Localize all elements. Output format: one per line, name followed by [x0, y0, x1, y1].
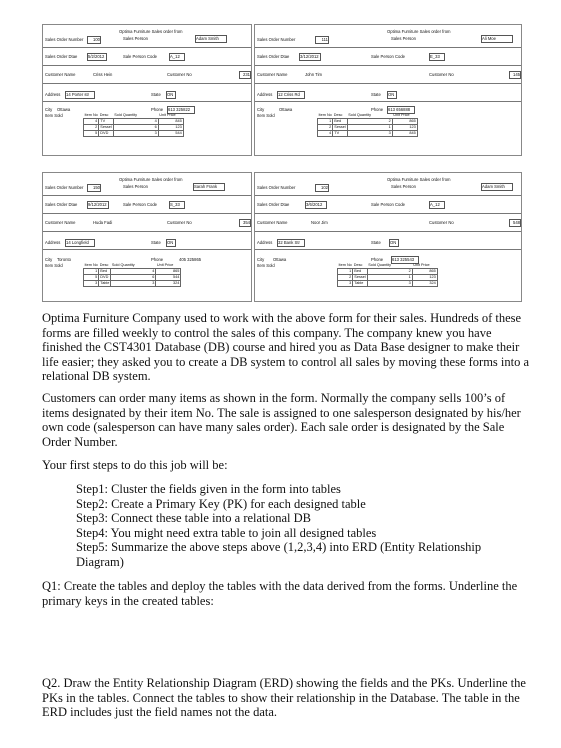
table-row: 1 Bed 2 865: [338, 269, 438, 275]
sales-order-date-value: 3/12/2012: [299, 53, 321, 61]
item-sold-label: Item Sold: [45, 263, 63, 268]
customer-no-label: Customer No: [167, 72, 192, 77]
table-row: 4 TV 4 845: [84, 119, 184, 125]
city-label: City: [45, 257, 53, 262]
phone-value: 613 325822: [167, 106, 195, 114]
state-label: State: [371, 92, 381, 97]
sales-order-date-label: Sales Order Dtae: [257, 202, 290, 207]
sales-order-number-value: 111: [315, 36, 329, 44]
customer-name-value: John Tim: [305, 72, 322, 77]
col-desc: Desc: [99, 113, 109, 117]
col-desc: Desc: [353, 263, 363, 267]
sales-person-label: Sales Person: [123, 184, 148, 189]
customer-no-value: 354: [239, 219, 251, 227]
sales-order-number-value: 102: [315, 184, 329, 192]
state-value: ON: [389, 239, 399, 247]
sales-order-number-value: 100: [87, 36, 101, 44]
sales-order-number-label: Sales Order Number: [45, 185, 84, 190]
sale-person-code-label: Sale Person Code: [123, 202, 157, 207]
sale-person-code-value: E_33: [429, 53, 445, 61]
items-sold-table: [337, 263, 438, 287]
customer-no-label: Customer No: [429, 72, 454, 77]
customer-no-value: 231: [239, 71, 251, 79]
col-unit-price: Unit Price: [159, 113, 176, 117]
sales-person-label: Sales Person: [391, 36, 416, 41]
sale-person-code-value: A_12: [429, 201, 445, 209]
col-unit-price: Unit Price: [156, 263, 174, 267]
address-label: Address: [257, 92, 273, 97]
list-item: Step5: Summarize the above steps above (1,2,3,4) into ERD (Entity Relationship Diagram): [76, 540, 482, 569]
sales-order-date-value: 9/12/2012: [87, 201, 109, 209]
sale-person-code-label: Sale Person Code: [123, 54, 157, 59]
customer-no-label: Customer No: [429, 220, 454, 225]
items-sold-table: [317, 113, 418, 137]
col-sold-quantity: Sold Quantity: [114, 113, 137, 117]
sales-person-value: Ali Moe: [481, 35, 513, 43]
address-value: 32 Bank Str: [277, 239, 305, 247]
item-sold-label: Item Sold: [257, 263, 275, 268]
state-value: ON: [166, 239, 176, 247]
form-title: Optima Furniture Sales order from: [387, 177, 451, 182]
table-row: 1 Bed 2 865: [318, 119, 418, 125]
list-item: Step1: Cluster the fields given in the form into tables: [76, 482, 341, 496]
steps-list: [76, 482, 516, 570]
customer-name-label: Customer Name: [45, 72, 76, 77]
sale-person-code-label: Sale Person Code: [371, 54, 405, 59]
sales-order-form-4: [254, 172, 522, 302]
col-item-no: Item No: [84, 113, 98, 117]
state-value: ON: [166, 91, 176, 99]
table-row: 1 Bed 4 865: [84, 269, 181, 275]
address-label: Address: [45, 92, 61, 97]
customer-name-value: Noor Jim: [311, 220, 328, 225]
col-sold-quantity: Sold Quantity: [348, 113, 371, 117]
state-value: ON: [387, 91, 397, 99]
sales-order-date-label: Sales Order Dtae: [257, 54, 290, 59]
sales-order-date-label: Sales Order Dtae: [45, 54, 78, 59]
sale-person-code-value: A_12: [169, 53, 185, 61]
customers-paragraph: Customers can order many items as shown in the form. Normally the company sells 100’s of items designated by their item No. The sale is assigned to one salesperson designated by his/her own code (salesperson can have many sales order). Each sale order is designated by the Sale Order Number.: [42, 391, 521, 449]
sales-order-form-2: [254, 24, 522, 156]
city-value: Toronto: [57, 257, 71, 262]
col-sold-quantity: Sold Quantity: [111, 263, 135, 267]
city-value: Ottawa: [279, 107, 293, 112]
address-value: 14 Longfield: [65, 239, 95, 247]
customer-name-value: Criss Hein: [93, 72, 113, 77]
col-item-no: Item No: [84, 263, 98, 267]
table-row: 5 DVD 6 544: [84, 275, 181, 281]
customer-no-value: 548: [509, 219, 521, 227]
address-value: 14 Porter str: [65, 91, 95, 99]
state-label: State: [371, 240, 381, 245]
question-2: Q2. Draw the Entity Relationship Diagram (ERD) showing the fields and the PKs. Underline the PKs in the tables. Connect the tables to show their relationship in the Database. The table in the ERD includes just the field names not the data.: [42, 676, 526, 720]
sales-order-number-label: Sales Order Number: [257, 37, 296, 42]
sales-order-number-label: Sales Order Number: [257, 185, 296, 190]
sales-person-value: Adam Smith: [195, 35, 227, 43]
col-item-no: Item No: [338, 263, 352, 267]
table-row: 5 DVD 3 544: [84, 131, 184, 137]
col-unit-price: Unit Price: [413, 263, 430, 267]
phone-value: 613 325543: [391, 256, 419, 264]
city-value: Ottawa: [273, 257, 287, 262]
sales-person-value: Adam Smith: [481, 183, 513, 191]
list-item: Step3: Connect these table into a relational DB: [76, 511, 312, 526]
customer-no-label: Customer No: [167, 220, 192, 225]
phone-value: 405 325865: [179, 257, 202, 262]
address-value: 12 Criss Rd: [277, 91, 305, 99]
city-label: City: [257, 107, 265, 112]
sales-order-date-label: Sales Order Dtae: [45, 202, 78, 207]
item-sold-label: Item Sold: [45, 113, 63, 118]
phone-label: Phone: [371, 107, 384, 112]
customer-name-label: Customer Name: [257, 72, 288, 77]
sales-order-form-3: [42, 172, 252, 302]
customer-name-value: Huda Fadi: [93, 220, 113, 225]
customer-name-label: Customer Name: [257, 220, 288, 225]
state-label: State: [151, 240, 161, 245]
address-label: Address: [45, 240, 61, 245]
col-item-no: Item No: [318, 113, 332, 117]
sales-order-number-value: 150: [87, 184, 101, 192]
items-sold-table: [83, 263, 181, 287]
col-unit-price: Unit Price: [393, 113, 410, 117]
sales-order-number-label: Sales Order Number: [45, 37, 84, 42]
form-title: Optima Furniture Sales order from: [119, 177, 183, 182]
sale-person-code-value: S_33: [169, 201, 185, 209]
sales-person-label: Sales Person: [391, 184, 416, 189]
question-1: Q1: Create the tables and deploy the tables with the data derived from the forms. Underline the primary keys in the created tables:: [42, 579, 518, 608]
table-row: 2 Sessel 1 123: [338, 275, 438, 281]
col-sold-quantity: Sold Quantity: [368, 263, 391, 267]
sales-order-date-value: 3/6/2012: [305, 201, 327, 209]
form-title: Optima Furniture Sales order from: [387, 29, 451, 34]
items-sold-table: [83, 113, 184, 137]
list-item: Step4: You might need extra table to join all designed tables: [76, 525, 377, 540]
sale-person-code-label: Sale Person Code: [371, 202, 405, 207]
table-row: 2 Sessel 1 123: [318, 125, 418, 131]
phone-label: Phone: [371, 257, 384, 262]
sales-person-value: Sarah Frank: [193, 183, 225, 191]
intro-paragraph: Optima Furniture Company used to work with the above form for their sales. Hundreds of these forms are filled weekly to control the sales of this company. The company knew you have finished the CST4301 Database (DB) course and hired you as Data Base designer to make their life easier; they asked you to create a DB system to control all sales by moving these forms into a relational DB system.: [42, 311, 530, 384]
sales-order-form-1: [42, 24, 252, 156]
phone-label: Phone: [151, 257, 164, 262]
first-steps-heading: Your first steps to do this job will be:: [42, 458, 228, 472]
table-row: 3 Table 3 324: [84, 281, 181, 287]
city-value: Ottawa: [57, 107, 71, 112]
state-label: State: [151, 92, 161, 97]
table-row: 2 Sessel 6 123: [84, 125, 184, 131]
item-sold-label: Item Sold: [257, 113, 275, 118]
sales-person-label: Sales Person: [123, 36, 148, 41]
city-label: City: [45, 107, 53, 112]
col-desc: Desc: [99, 263, 109, 267]
table-row: 4 TV 3 845: [318, 131, 418, 137]
city-label: City: [257, 257, 265, 262]
col-desc: Desc: [333, 113, 343, 117]
sales-order-date-value: 5/2/2012: [87, 53, 107, 61]
phone-value: 613 656888: [387, 106, 415, 114]
form-title: Optima Furniture Sales order from: [119, 29, 183, 34]
address-label: Address: [257, 240, 273, 245]
list-item: Step2: Create a Primary Key (PK) for each designed table: [76, 496, 366, 511]
customer-name-label: Customer Name: [45, 220, 76, 225]
table-row: 3 Table 3 324: [338, 281, 438, 287]
customer-no-value: 145: [509, 71, 521, 79]
phone-label: Phone: [151, 107, 164, 112]
